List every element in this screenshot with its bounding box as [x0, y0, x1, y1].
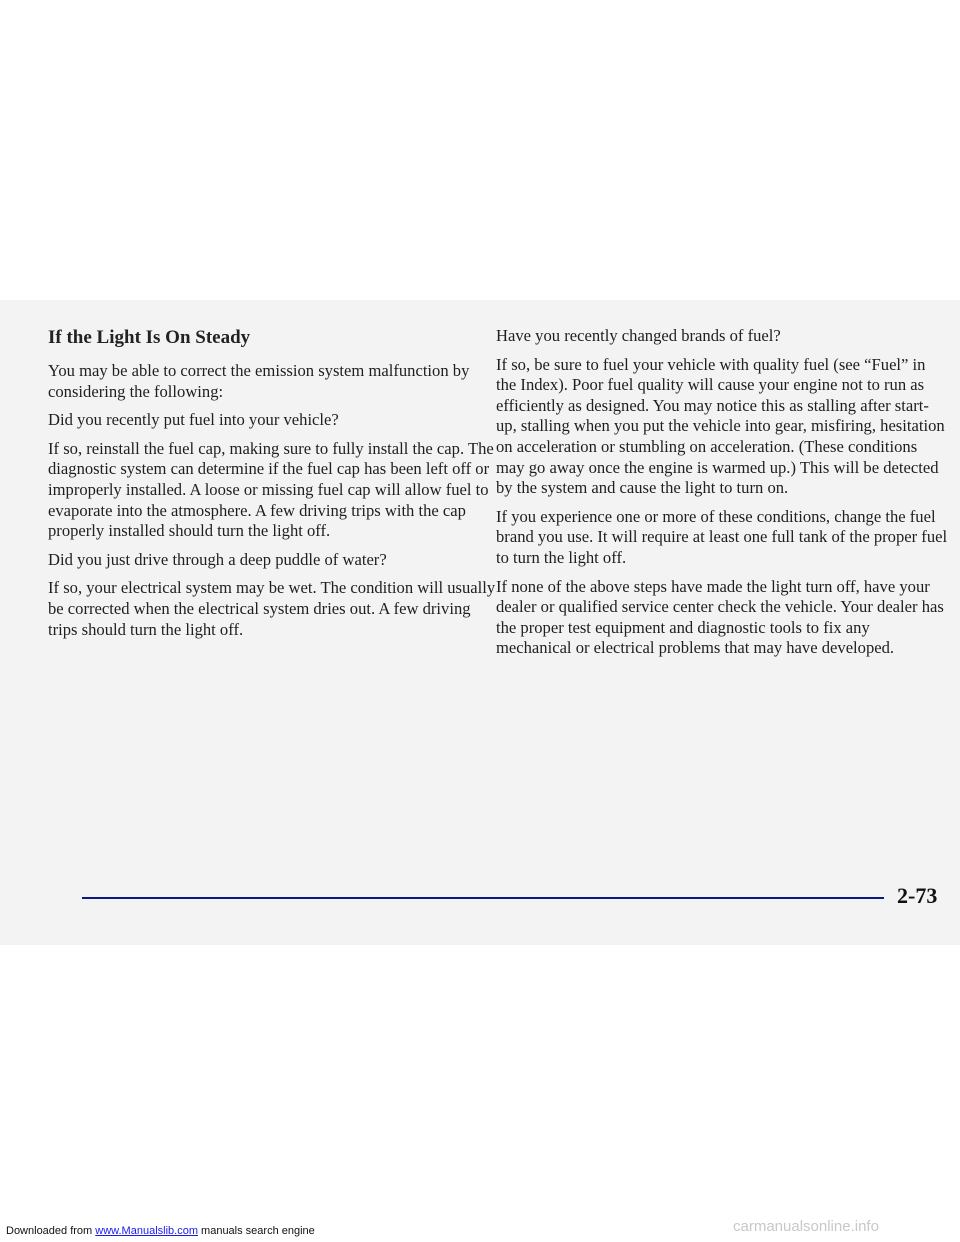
- paragraph-see-dealer: If none of the above steps have made the light turn off, have your dealer or qualified service center check the vehicle. Your dealer has the proper test equipment and diagnostic tools to fix any mechanical or electrical problems that may have developed.: [496, 576, 944, 658]
- paragraph-fuel-quality: If so, be sure to fuel your vehicle with quality fuel (see “Fuel” in the Index). Poor fuel quality will cause your engine not to run as efficiently as designed. You may notice this as stalling after start-up, stalling when you put the vehicle into gear, misfiring, hesitation on acceleration or stumbling on acceleration. (These conditions may go away once the engine is warmed up.) This will be detected by the system and cause the light to turn on.: [496, 354, 945, 498]
- watermark-text: carmanualsonline.info: [733, 1218, 879, 1235]
- question-deep-puddle: Did you just drive through a deep puddle of water?: [48, 549, 387, 569]
- question-recent-fuel: Did you recently put fuel into your vehicle?: [48, 410, 339, 430]
- footer-prefix: Downloaded from: [6, 1225, 96, 1237]
- manualslib-link[interactable]: www.Manualslib.com: [95, 1225, 198, 1237]
- left-column: [48, 326, 498, 648]
- download-footer: [6, 1224, 315, 1238]
- paragraph-change-brand: If you experience one or more of these conditions, change the fuel brand you use. It will require at least one full tank of the proper fuel to turn the light off.: [496, 506, 948, 567]
- footer-rule: [82, 897, 884, 899]
- section-heading: If the Light Is On Steady: [48, 327, 251, 348]
- paragraph-electrical-wet: If so, your electrical system may be wet. The condition will usually be corrected when the electrical system dries out. A few driving trips should turn the light off.: [48, 578, 496, 639]
- page-number: 2-73: [897, 883, 938, 908]
- right-column: [496, 326, 948, 667]
- footer-suffix: manuals search engine: [197, 1225, 315, 1237]
- question-changed-fuel-brand: Have you recently changed brands of fuel?: [496, 326, 781, 345]
- paragraph-intro: You may be able to correct the emission system malfunction by considering the following:: [48, 361, 470, 401]
- paragraph-fuel-cap: If so, reinstall the fuel cap, making sure to fully install the cap. The diagnostic system can determine if the fuel cap has been left off or improperly installed. A loose or missing fuel cap will allow fuel to evaporate into the atmosphere. A few driving trips with the cap properly installed should turn the light off.: [48, 438, 494, 541]
